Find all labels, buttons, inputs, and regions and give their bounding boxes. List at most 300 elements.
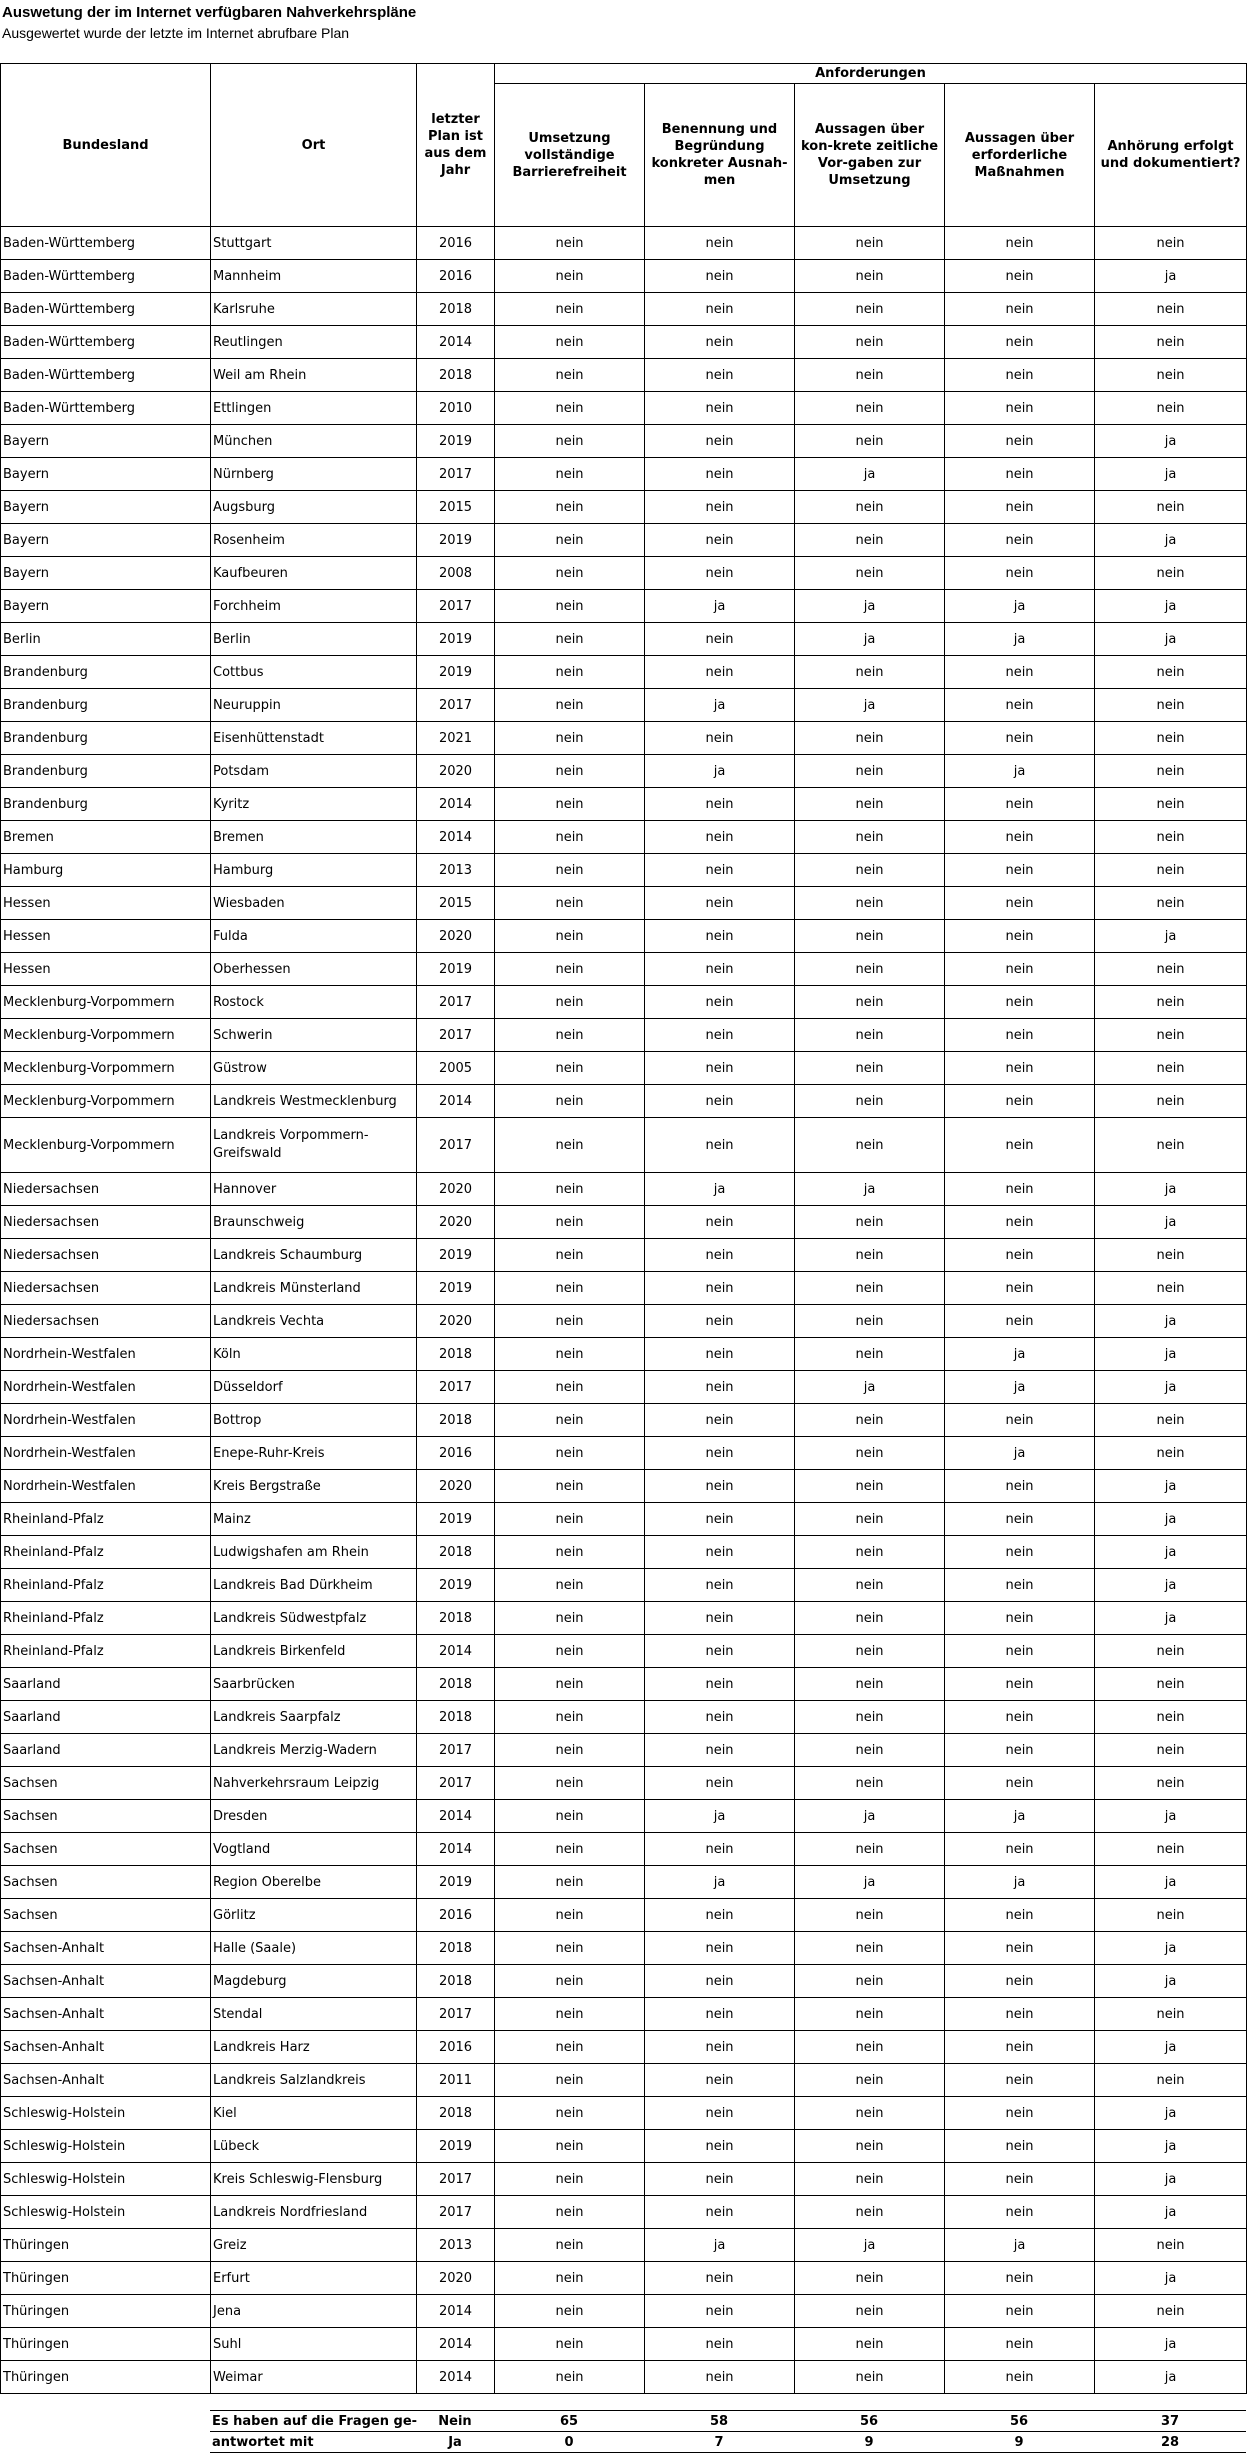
cell-ausnahmen: nein [645,1734,795,1767]
table-row [1,260,1247,293]
cell-ausnahmen: ja [645,590,795,623]
table-row [1,392,1247,425]
cell-barrierefreiheit: nein [495,1602,645,1635]
cell-ort: Landkreis Nordfriesland [211,2196,417,2229]
cell-jahr: 2020 [417,1305,495,1338]
cell-jahr: 2005 [417,1052,495,1085]
page-title: Auswetung der im Internet verfügbaren Nahverkehrspläne [2,4,417,21]
cell-barrierefreiheit: nein [495,1305,645,1338]
cell-ort: Bottrop [211,1404,417,1437]
cell-ort: Kreis Bergstraße [211,1470,417,1503]
cell-zeitliche-vorgaben: nein [795,986,945,1019]
cell-ausnahmen: nein [645,2295,795,2328]
header-anforderungen: Anforderungen [495,64,1247,84]
cell-zeitliche-vorgaben: nein [795,2262,945,2295]
cell-massnahmen: nein [945,2295,1095,2328]
cell-barrierefreiheit: nein [495,2262,645,2295]
header-req-barrierefreiheit: Umsetzung vollständige Barrierefreiheit [495,84,645,227]
cell-zeitliche-vorgaben: nein [795,1569,945,1602]
cell-ausnahmen: nein [645,1371,795,1404]
table-row [1,1701,1247,1734]
cell-ort: Ludwigshafen am Rhein [211,1536,417,1569]
cell-bundesland: Schleswig-Holstein [1,2163,211,2196]
cell-barrierefreiheit: nein [495,590,645,623]
cell-zeitliche-vorgaben: ja [795,689,945,722]
cell-zeitliche-vorgaben: nein [795,2064,945,2097]
cell-ort: Augsburg [211,491,417,524]
cell-barrierefreiheit: nein [495,2031,645,2064]
cell-massnahmen: nein [945,1470,1095,1503]
cell-anhoerung: ja [1095,920,1247,953]
cell-bundesland: Schleswig-Holstein [1,2130,211,2163]
cell-jahr: 2010 [417,392,495,425]
cell-jahr: 2016 [417,1437,495,1470]
cell-anhoerung: ja [1095,1371,1247,1404]
header-req-ausnahmen: Benennung und Begründung konkreter Ausnah-men [645,84,795,227]
cell-anhoerung: nein [1095,656,1247,689]
cell-ort: Landkreis Schaumburg [211,1239,417,1272]
header-jahr: letzter Plan ist aus dem Jahr [417,64,495,227]
table-row [1,1437,1247,1470]
cell-jahr: 2018 [417,293,495,326]
table-row [1,1118,1247,1173]
table-row [1,1052,1247,1085]
cell-massnahmen: nein [945,1668,1095,1701]
cell-ort: Nürnberg [211,458,417,491]
cell-bundesland: Nordrhein-Westfalen [1,1404,211,1437]
cell-barrierefreiheit: nein [495,1536,645,1569]
cell-ort: Braunschweig [211,1206,417,1239]
cell-zeitliche-vorgaben: nein [795,2163,945,2196]
summary-nein-count: 58 [644,2411,794,2432]
cell-ausnahmen: nein [645,1767,795,1800]
cell-zeitliche-vorgaben: nein [795,1998,945,2031]
cell-ausnahmen: nein [645,986,795,1019]
cell-barrierefreiheit: nein [495,1668,645,1701]
cell-jahr: 2019 [417,1569,495,1602]
cell-barrierefreiheit: nein [495,491,645,524]
cell-massnahmen: ja [945,623,1095,656]
table-row [1,1503,1247,1536]
table-body [1,227,1247,2394]
cell-ort: Köln [211,1338,417,1371]
cell-jahr: 2019 [417,1866,495,1899]
cell-ort: Güstrow [211,1052,417,1085]
cell-barrierefreiheit: nein [495,1470,645,1503]
cell-zeitliche-vorgaben: nein [795,1503,945,1536]
cell-anhoerung: ja [1095,1503,1247,1536]
table-row [1,986,1247,1019]
cell-massnahmen: nein [945,1569,1095,1602]
table-row [1,1085,1247,1118]
cell-barrierefreiheit: nein [495,2229,645,2262]
nahverkehrsplaene-table [0,63,1247,2394]
cell-bundesland: Rheinland-Pfalz [1,1569,211,1602]
cell-jahr: 2016 [417,227,495,260]
cell-ort: Potsdam [211,755,417,788]
cell-massnahmen: nein [945,524,1095,557]
cell-barrierefreiheit: nein [495,458,645,491]
table-row [1,887,1247,920]
cell-ausnahmen: nein [645,2361,795,2394]
cell-bundesland: Mecklenburg-Vorpommern [1,1052,211,1085]
cell-anhoerung: ja [1095,2361,1247,2394]
cell-jahr: 2020 [417,1470,495,1503]
cell-ort: Landkreis Merzig-Wadern [211,1734,417,1767]
cell-barrierefreiheit: nein [495,1734,645,1767]
cell-ort: Halle (Saale) [211,1932,417,1965]
cell-massnahmen: nein [945,491,1095,524]
cell-bundesland: Hessen [1,953,211,986]
table-row [1,1305,1247,1338]
summary-nein-count: 37 [1094,2411,1246,2432]
table-row [1,953,1247,986]
cell-massnahmen: nein [945,2361,1095,2394]
cell-anhoerung: ja [1095,1305,1247,1338]
cell-massnahmen: nein [945,1052,1095,1085]
cell-jahr: 2016 [417,260,495,293]
cell-jahr: 2018 [417,1536,495,1569]
cell-bundesland: Sachsen-Anhalt [1,2064,211,2097]
summary-ja-count: 7 [644,2432,794,2453]
cell-ausnahmen: nein [645,656,795,689]
cell-massnahmen: nein [945,854,1095,887]
cell-anhoerung: nein [1095,326,1247,359]
cell-ausnahmen: nein [645,227,795,260]
cell-ausnahmen: nein [645,2196,795,2229]
cell-bundesland: Baden-Württemberg [1,260,211,293]
cell-ausnahmen: ja [645,755,795,788]
cell-barrierefreiheit: nein [495,1635,645,1668]
cell-bundesland: Thüringen [1,2262,211,2295]
cell-zeitliche-vorgaben: nein [795,491,945,524]
page-subtitle: Ausgewertet wurde der letzte im Internet abrufbare Plan [2,25,350,41]
cell-jahr: 2018 [417,1602,495,1635]
cell-anhoerung: ja [1095,1206,1247,1239]
table-row [1,1239,1247,1272]
cell-massnahmen: ja [945,1371,1095,1404]
table-row [1,1899,1247,1932]
cell-bundesland: Rheinland-Pfalz [1,1635,211,1668]
cell-zeitliche-vorgaben: nein [795,2031,945,2064]
table-row [1,491,1247,524]
cell-anhoerung: ja [1095,1866,1247,1899]
cell-anhoerung: nein [1095,953,1247,986]
cell-ort: Landkreis Salzlandkreis [211,2064,417,2097]
cell-zeitliche-vorgaben: nein [795,1932,945,1965]
cell-barrierefreiheit: nein [495,1866,645,1899]
cell-anhoerung: nein [1095,557,1247,590]
cell-ort: Schwerin [211,1019,417,1052]
table-row [1,1338,1247,1371]
summary-ja-count: 9 [944,2432,1094,2453]
cell-barrierefreiheit: nein [495,1503,645,1536]
header-req-zeitliche-vorgaben: Aussagen über kon-krete zeitliche Vor-gaben zur Umsetzung [795,84,945,227]
cell-bundesland: Sachsen [1,1833,211,1866]
cell-ausnahmen: nein [645,458,795,491]
cell-ort: Mainz [211,1503,417,1536]
cell-massnahmen: nein [945,2130,1095,2163]
cell-ausnahmen: nein [645,1602,795,1635]
cell-massnahmen: nein [945,326,1095,359]
cell-ausnahmen: nein [645,854,795,887]
cell-zeitliche-vorgaben: nein [795,227,945,260]
cell-ort: Landkreis Westmecklenburg [211,1085,417,1118]
table-row [1,2361,1247,2394]
cell-barrierefreiheit: nein [495,1206,645,1239]
cell-ort: Landkreis Bad Dürkheim [211,1569,417,1602]
cell-barrierefreiheit: nein [495,854,645,887]
cell-zeitliche-vorgaben: nein [795,2361,945,2394]
cell-bundesland: Schleswig-Holstein [1,2196,211,2229]
cell-massnahmen: nein [945,1239,1095,1272]
cell-massnahmen: nein [945,1965,1095,1998]
cell-anhoerung: nein [1095,788,1247,821]
cell-anhoerung: ja [1095,590,1247,623]
cell-anhoerung: nein [1095,689,1247,722]
cell-massnahmen: nein [945,656,1095,689]
cell-ort: München [211,425,417,458]
cell-ort: Wiesbaden [211,887,417,920]
cell-jahr: 2013 [417,854,495,887]
cell-bundesland: Saarland [1,1668,211,1701]
table-row [1,1767,1247,1800]
cell-massnahmen: nein [945,1503,1095,1536]
cell-ausnahmen: nein [645,1272,795,1305]
cell-massnahmen: nein [945,1305,1095,1338]
cell-barrierefreiheit: nein [495,1118,645,1173]
cell-jahr: 2018 [417,1932,495,1965]
cell-jahr: 2020 [417,2262,495,2295]
cell-anhoerung: ja [1095,2163,1247,2196]
cell-jahr: 2019 [417,425,495,458]
cell-massnahmen: nein [945,359,1095,392]
cell-bundesland: Sachsen-Anhalt [1,1998,211,2031]
cell-jahr: 2014 [417,2295,495,2328]
cell-jahr: 2019 [417,656,495,689]
cell-ort: Dresden [211,1800,417,1833]
cell-ausnahmen: nein [645,1536,795,1569]
cell-zeitliche-vorgaben: nein [795,1767,945,1800]
cell-bundesland: Bayern [1,458,211,491]
cell-bundesland: Niedersachsen [1,1239,211,1272]
cell-ort: Cottbus [211,656,417,689]
cell-ausnahmen: ja [645,689,795,722]
cell-ausnahmen: nein [645,788,795,821]
cell-jahr: 2020 [417,755,495,788]
cell-ort: Suhl [211,2328,417,2361]
cell-jahr: 2017 [417,1118,495,1173]
cell-ausnahmen: nein [645,2064,795,2097]
cell-bundesland: Nordrhein-Westfalen [1,1470,211,1503]
cell-ausnahmen: nein [645,491,795,524]
cell-ort: Kaufbeuren [211,557,417,590]
cell-ort: Neuruppin [211,689,417,722]
cell-barrierefreiheit: nein [495,1272,645,1305]
summary-ja-count: 28 [1094,2432,1246,2453]
cell-barrierefreiheit: nein [495,1767,645,1800]
cell-ort: Görlitz [211,1899,417,1932]
cell-jahr: 2014 [417,2328,495,2361]
cell-zeitliche-vorgaben: nein [795,755,945,788]
cell-zeitliche-vorgaben: nein [795,2295,945,2328]
cell-bundesland: Bremen [1,821,211,854]
cell-jahr: 2008 [417,557,495,590]
cell-bundesland: Sachsen [1,1866,211,1899]
cell-massnahmen: nein [945,689,1095,722]
cell-barrierefreiheit: nein [495,755,645,788]
cell-barrierefreiheit: nein [495,392,645,425]
cell-anhoerung: ja [1095,1800,1247,1833]
cell-anhoerung: ja [1095,260,1247,293]
table-row [1,1536,1247,1569]
table-row [1,1998,1247,2031]
cell-barrierefreiheit: nein [495,821,645,854]
cell-barrierefreiheit: nein [495,1019,645,1052]
cell-barrierefreiheit: nein [495,1239,645,1272]
cell-massnahmen: nein [945,1998,1095,2031]
cell-bundesland: Thüringen [1,2229,211,2262]
cell-massnahmen: nein [945,2097,1095,2130]
cell-bundesland: Brandenburg [1,656,211,689]
cell-barrierefreiheit: nein [495,1833,645,1866]
cell-jahr: 2019 [417,524,495,557]
cell-jahr: 2017 [417,1998,495,2031]
cell-ort: Düsseldorf [211,1371,417,1404]
cell-anhoerung: ja [1095,1965,1247,1998]
summary-nein-count: 65 [494,2411,644,2432]
table-row [1,920,1247,953]
cell-barrierefreiheit: nein [495,1701,645,1734]
cell-jahr: 2019 [417,2130,495,2163]
cell-bundesland: Baden-Württemberg [1,293,211,326]
cell-ausnahmen: nein [645,1503,795,1536]
cell-jahr: 2017 [417,1371,495,1404]
cell-massnahmen: ja [945,755,1095,788]
cell-barrierefreiheit: nein [495,722,645,755]
cell-bundesland: Berlin [1,623,211,656]
cell-ort: Landkreis Vorpommern-Greifswald [211,1118,417,1173]
cell-zeitliche-vorgaben: nein [795,392,945,425]
cell-anhoerung: ja [1095,524,1247,557]
table-row [1,2031,1247,2064]
summary-label-line1: Es haben auf die Fragen ge- [210,2411,416,2432]
cell-ausnahmen: nein [645,2097,795,2130]
cell-anhoerung: nein [1095,1734,1247,1767]
cell-ausnahmen: nein [645,1118,795,1173]
cell-ausnahmen: nein [645,1085,795,1118]
cell-jahr: 2017 [417,1734,495,1767]
cell-ort: Ettlingen [211,392,417,425]
table-row [1,1668,1247,1701]
cell-ort: Vogtland [211,1833,417,1866]
cell-jahr: 2018 [417,1338,495,1371]
cell-zeitliche-vorgaben: nein [795,1833,945,1866]
cell-zeitliche-vorgaben: nein [795,2196,945,2229]
cell-massnahmen: nein [945,392,1095,425]
cell-bundesland: Saarland [1,1701,211,1734]
cell-anhoerung: nein [1095,2229,1247,2262]
cell-massnahmen: nein [945,2064,1095,2097]
header-ort: Ort [211,64,417,227]
cell-ausnahmen: ja [645,1173,795,1206]
cell-barrierefreiheit: nein [495,1998,645,2031]
cell-massnahmen: nein [945,2163,1095,2196]
table-row [1,1173,1247,1206]
cell-zeitliche-vorgaben: ja [795,1173,945,1206]
cell-massnahmen: nein [945,1272,1095,1305]
cell-bundesland: Nordrhein-Westfalen [1,1371,211,1404]
cell-zeitliche-vorgaben: nein [795,722,945,755]
table-row [1,293,1247,326]
cell-jahr: 2018 [417,359,495,392]
cell-massnahmen: ja [945,1338,1095,1371]
cell-ausnahmen: ja [645,1800,795,1833]
cell-massnahmen: nein [945,986,1095,1019]
cell-zeitliche-vorgaben: nein [795,1734,945,1767]
cell-anhoerung: nein [1095,986,1247,1019]
table-row [1,755,1247,788]
cell-ort: Berlin [211,623,417,656]
cell-barrierefreiheit: nein [495,2196,645,2229]
cell-jahr: 2018 [417,1965,495,1998]
cell-massnahmen: nein [945,1899,1095,1932]
cell-ort: Landkreis Südwestpfalz [211,1602,417,1635]
cell-anhoerung: nein [1095,1998,1247,2031]
cell-ort: Bremen [211,821,417,854]
cell-anhoerung: nein [1095,2295,1247,2328]
cell-jahr: 2020 [417,1173,495,1206]
cell-ort: Greiz [211,2229,417,2262]
cell-massnahmen: nein [945,557,1095,590]
cell-massnahmen: nein [945,1833,1095,1866]
cell-barrierefreiheit: nein [495,293,645,326]
table-row [1,2229,1247,2262]
cell-zeitliche-vorgaben: nein [795,260,945,293]
cell-anhoerung: ja [1095,2130,1247,2163]
cell-bundesland: Bayern [1,557,211,590]
cell-zeitliche-vorgaben: nein [795,1118,945,1173]
cell-jahr: 2018 [417,1404,495,1437]
cell-ausnahmen: nein [645,1239,795,1272]
summary-ja-count: 9 [794,2432,944,2453]
cell-massnahmen: nein [945,1734,1095,1767]
cell-zeitliche-vorgaben: nein [795,359,945,392]
cell-ort: Reutlingen [211,326,417,359]
cell-ausnahmen: nein [645,557,795,590]
cell-ort: Region Oberelbe [211,1866,417,1899]
cell-ausnahmen: nein [645,2031,795,2064]
cell-ausnahmen: nein [645,1470,795,1503]
table-row [1,689,1247,722]
cell-barrierefreiheit: nein [495,2064,645,2097]
cell-jahr: 2016 [417,1899,495,1932]
cell-jahr: 2014 [417,2361,495,2394]
cell-ort: Fulda [211,920,417,953]
cell-ausnahmen: nein [645,1569,795,1602]
cell-ort: Stuttgart [211,227,417,260]
cell-bundesland: Nordrhein-Westfalen [1,1437,211,1470]
cell-ausnahmen: nein [645,1404,795,1437]
cell-barrierefreiheit: nein [495,359,645,392]
cell-zeitliche-vorgaben: nein [795,1965,945,1998]
cell-zeitliche-vorgaben: nein [795,1305,945,1338]
cell-ort: Nahverkehrsraum Leipzig [211,1767,417,1800]
cell-anhoerung: nein [1095,1833,1247,1866]
cell-bundesland: Hessen [1,887,211,920]
cell-ausnahmen: nein [645,2328,795,2361]
cell-anhoerung: nein [1095,887,1247,920]
